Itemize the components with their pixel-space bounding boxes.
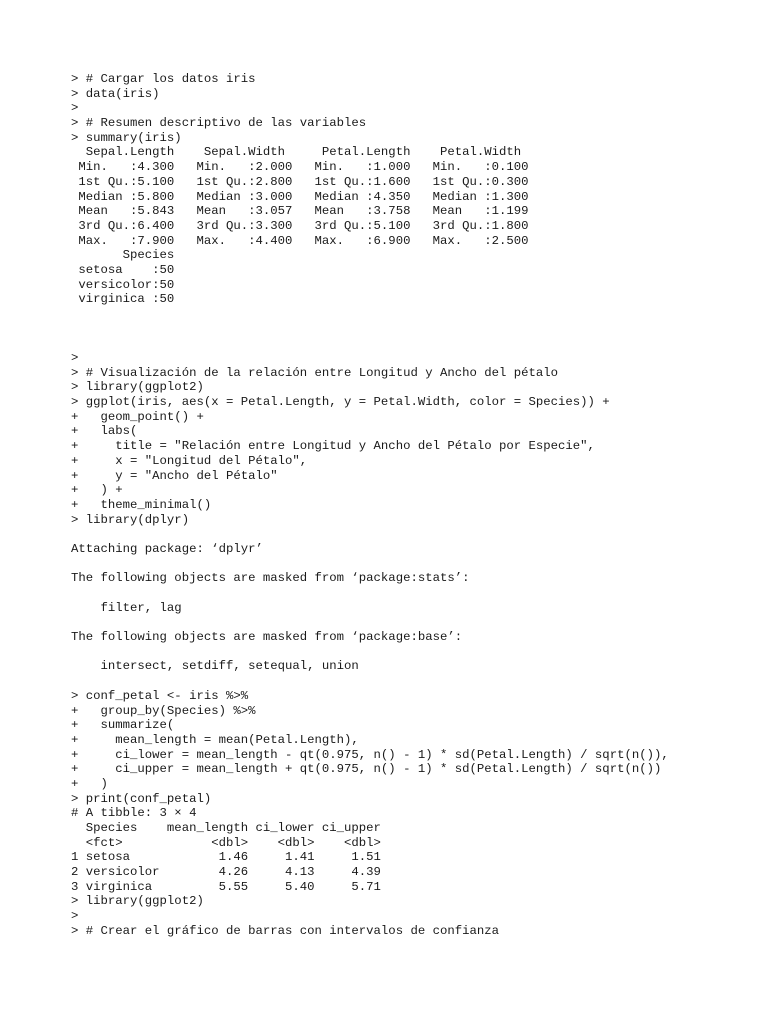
console-line: 1st Qu.:5.100 1st Qu.:2.800 1st Qu.:1.600 1st Qu.:0.300	[71, 174, 529, 189]
console-line: Attaching package: ‘dplyr’	[71, 541, 263, 556]
console-line: > library(dplyr)	[71, 512, 190, 527]
console-line	[71, 645, 669, 660]
console-line: <fct> <dbl> <dbl> <dbl>	[71, 835, 381, 850]
console-line	[71, 557, 669, 572]
console-line: > conf_petal <- iris %>%	[71, 688, 249, 703]
console-line: + labs(	[71, 424, 138, 439]
console-line: Mean :5.843 Mean :3.057 Mean :3.758 Mean :1.199	[71, 204, 529, 219]
console-line: + group_by(Species) %>%	[71, 703, 256, 718]
console-line	[71, 527, 669, 542]
console-line: > library(ggplot2)	[71, 894, 204, 909]
console-line: > print(conf_petal)	[71, 791, 212, 806]
r-console-block-analysis	[71, 351, 669, 939]
console-line: 1 setosa 1.46 1.41 1.51	[71, 850, 381, 865]
console-line: > ggplot(iris, aes(x = Petal.Length, y = Petal.Width, color = Species)) +	[71, 395, 610, 410]
console-line: > summary(iris)	[71, 130, 182, 145]
console-line: > # Cargar los datos iris	[71, 72, 256, 86]
console-line: > # Crear el gráfico de barras con intervalos de confianza	[71, 923, 500, 938]
console-line: Sepal.Length Sepal.Width Petal.Length Petal.Width	[71, 145, 522, 160]
console-line: setosa :50	[71, 262, 175, 277]
console-line: Species mean_length ci_lower ci_upper	[71, 821, 381, 835]
console-line: >	[71, 101, 79, 116]
console-line: + mean_length = mean(Petal.Length),	[71, 732, 359, 747]
console-line: + y = "Ancho del Pétalo"	[71, 468, 278, 483]
console-line	[71, 674, 669, 689]
console-line: + )	[71, 776, 108, 791]
console-line: + summarize(	[71, 718, 175, 733]
console-line: + x = "Longitud del Pétalo",	[71, 453, 308, 468]
console-line: + title = "Relación entre Longitud y Ancho del Pétalo por Especie",	[71, 439, 595, 454]
console-line: Median :5.800 Median :3.000 Median :4.350 Median :1.300	[71, 189, 529, 204]
console-line: > library(ggplot2)	[71, 380, 204, 395]
console-line	[71, 615, 669, 630]
console-line: > # Visualización de la relación entre Longitud y Ancho del pétalo	[71, 365, 559, 380]
console-line: Species	[71, 248, 175, 263]
r-console-block-summary	[71, 72, 529, 307]
console-line: > # Resumen descriptivo de las variables	[71, 116, 367, 131]
console-line: Min. :4.300 Min. :2.000 Min. :1.000 Min. :0.100	[71, 160, 529, 175]
console-line	[71, 586, 669, 601]
console-line: + ) +	[71, 483, 123, 498]
console-line: 3rd Qu.:6.400 3rd Qu.:3.300 3rd Qu.:5.100 3rd Qu.:1.800	[71, 218, 529, 233]
console-line: + geom_point() +	[71, 409, 204, 424]
console-line: The following objects are masked from ‘package:stats’:	[71, 571, 470, 586]
console-line: The following objects are masked from ‘package:base’:	[71, 630, 463, 645]
console-line: filter, lag	[71, 600, 182, 615]
console-line: intersect, setdiff, setequal, union	[71, 659, 359, 674]
console-line: >	[71, 909, 79, 924]
console-line: + theme_minimal()	[71, 497, 212, 512]
console-line: 2 versicolor 4.26 4.13 4.39	[71, 865, 381, 880]
console-line: 3 virginica 5.55 5.40 5.71	[71, 879, 381, 894]
console-line: virginica :50	[71, 292, 175, 307]
console-line: >	[71, 351, 79, 365]
console-line: # A tibble: 3 × 4	[71, 806, 197, 821]
console-line: versicolor:50	[71, 277, 175, 292]
console-line: Max. :7.900 Max. :4.400 Max. :6.900 Max. :2.500	[71, 233, 529, 248]
console-line: + ci_lower = mean_length - qt(0.975, n() - 1) * sd(Petal.Length) / sqrt(n()),	[71, 747, 669, 762]
console-line: + ci_upper = mean_length + qt(0.975, n() - 1) * sd(Petal.Length) / sqrt(n())	[71, 762, 662, 777]
console-line: > data(iris)	[71, 86, 160, 101]
